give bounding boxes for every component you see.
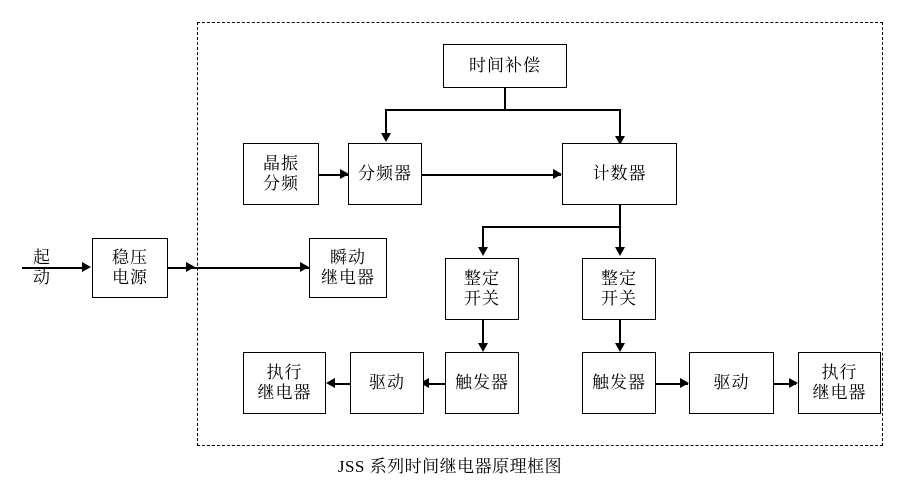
instantaneous-relay: 瞬动 继电器 [309, 238, 387, 298]
crystal-oscillator-divider: 晶振 分频 [243, 143, 319, 205]
arrowhead-setswitch-left-to-trigger [478, 343, 488, 352]
setting-switch-left: 整定 开关 [445, 258, 519, 320]
arrowhead-trigger-right-to-drive-right [680, 378, 689, 388]
arrowhead-setswitch-right-to-trigger [615, 343, 625, 352]
frequency-divider: 分频器 [348, 143, 422, 205]
connector-counter-bus [482, 226, 621, 228]
setting-switch-right: 整定 开关 [582, 258, 656, 320]
connector-divider-to-counter [422, 174, 561, 176]
start-label: 起 动 [33, 248, 51, 287]
executive-relay-left: 执行 继电器 [243, 352, 326, 414]
arrowhead-drive-left-to-exec-left [326, 378, 335, 388]
arrowhead-drive-right-to-exec-right [789, 378, 798, 388]
connector-timecomp-to-divider [385, 109, 387, 136]
trigger-right: 触发器 [582, 352, 656, 414]
drive-right: 驱动 [689, 352, 774, 414]
arrowhead-counter-to-setswitch-left [478, 247, 488, 256]
trigger-left: 触发器 [445, 352, 519, 414]
diagram-caption: JSS 系列时间继电器原理框图 [337, 457, 563, 476]
regulated-power-supply: 稳压 电源 [92, 238, 168, 298]
arrowhead-psu-to-instant-relay [300, 262, 309, 272]
time-compensation: 时间补偿 [443, 44, 567, 88]
arrowhead-psu-boundary [186, 262, 195, 272]
arrowhead-start-to-psu [82, 262, 91, 272]
drive-left: 驱动 [350, 352, 424, 414]
connector-timecomp-stem [504, 88, 506, 110]
connector-counter-stem [619, 205, 621, 227]
arrowhead-divider-to-counter [553, 169, 562, 179]
connector-timecomp-bus [385, 109, 620, 111]
arrowhead-counter-to-setswitch-right [615, 247, 625, 256]
executive-relay-right: 执行 继电器 [798, 352, 881, 414]
arrowhead-timecomp-to-divider [381, 133, 391, 142]
counter: 计数器 [562, 143, 677, 205]
connector-timecomp-to-counter [619, 109, 621, 139]
